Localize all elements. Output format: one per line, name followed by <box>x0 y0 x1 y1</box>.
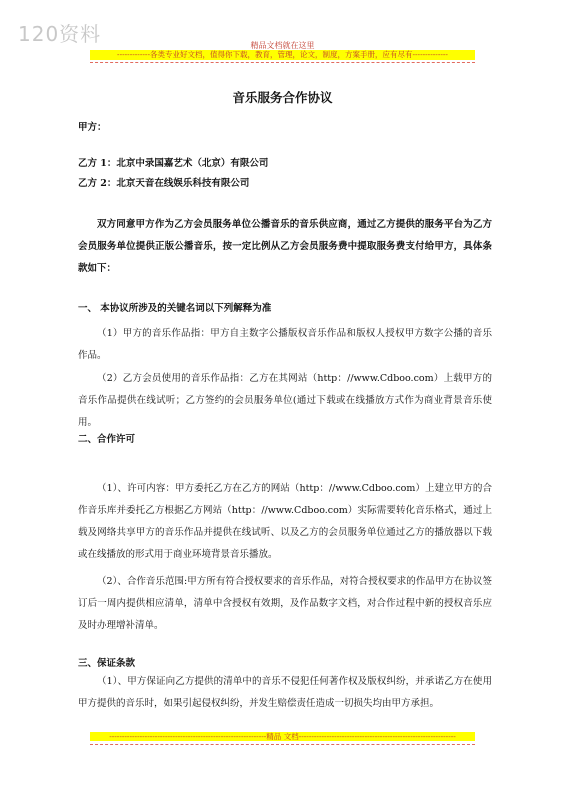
party-b2: 乙方 2：北京天音在线娱乐科技有限公司 <box>78 178 250 189</box>
section-2-paragraph-1: （1）、许可内容：甲方委托乙方在乙方的网站（http：//www.Cdboo.com）上建立甲方的合作音乐库并委托乙方根据乙方网站（http：//www.Cdboo.com）实际需要转化音乐格式，通过上载及网络共享甲方的音乐作品并提供在线试听、以及乙方的会员服务单位通过乙方的播放器以下载或在线播放的形式用于商业环境背景音乐播放。 <box>78 483 492 560</box>
party-a: 甲方： <box>78 122 107 133</box>
footer-divider <box>90 744 475 745</box>
footer-banner: --------------------------------------------------------------精品 文档-------------------------------------------------------------- <box>90 732 475 741</box>
section-3-heading: 三、保证条款 <box>78 658 136 669</box>
section-3-paragraph-1: （1）、甲方保证向乙方提供的清单中的音乐不侵犯任何著作权及版权纠纷，并承诺乙方在使用甲方提供的音乐时，如果引起侵权纠纷，并发生赔偿责任造成一切损失均由甲方承担。 <box>78 676 492 709</box>
header-divider <box>90 62 475 63</box>
document-title: 音乐服务合作协议 <box>232 90 333 105</box>
intro-paragraph: 双方同意甲方作为乙方会员服务单位公播音乐的音乐供应商，通过乙方提供的服务平台为乙方会员服务单位提供正版公播音乐，按一定比例从乙方会员服务费中提取服务费支付给甲方，具体条款如下： <box>78 219 492 274</box>
section-2-heading: 二、合作许可 <box>78 434 136 445</box>
party-b1: 乙方 1：北京中录国嘉艺术（北京）有限公司 <box>78 158 269 169</box>
section-2-paragraph-2: （2）、合作音乐范围:甲方所有符合授权要求的音乐作品，对符合授权要求的作品甲方在协议签订后一周内提供相应清单，清单中含授权有效期，及作品数字文档，对合作过程中新的授权音乐应及时办理增补清单。 <box>78 576 492 631</box>
header-top-text: 精品文档就在这里 <box>250 41 315 50</box>
header-banner: -------------各类专业好文档，值得你下载，教育，管理，论文，制度，方案手册，应有尽有-------------- <box>90 50 475 60</box>
section-1-heading: 一、 本协议所涉及的关键名词以下列解释为准 <box>78 303 272 314</box>
section-1-paragraph-2: （2）乙方会员使用的音乐作品指：乙方在其网站（http：//www.Cdboo.com）上载甲方的音乐作品提供在线试听；乙方签约的会员服务单位(通过下载或在线播放方式作为商业背景音乐使用。 <box>78 373 492 428</box>
section-1-paragraph-1: （1）甲方的音乐作品指：甲方自主数字公播版权音乐作品和版权人授权甲方数字公播的音乐作品。 <box>78 328 492 361</box>
watermark-logo: 120资料 <box>18 22 102 46</box>
